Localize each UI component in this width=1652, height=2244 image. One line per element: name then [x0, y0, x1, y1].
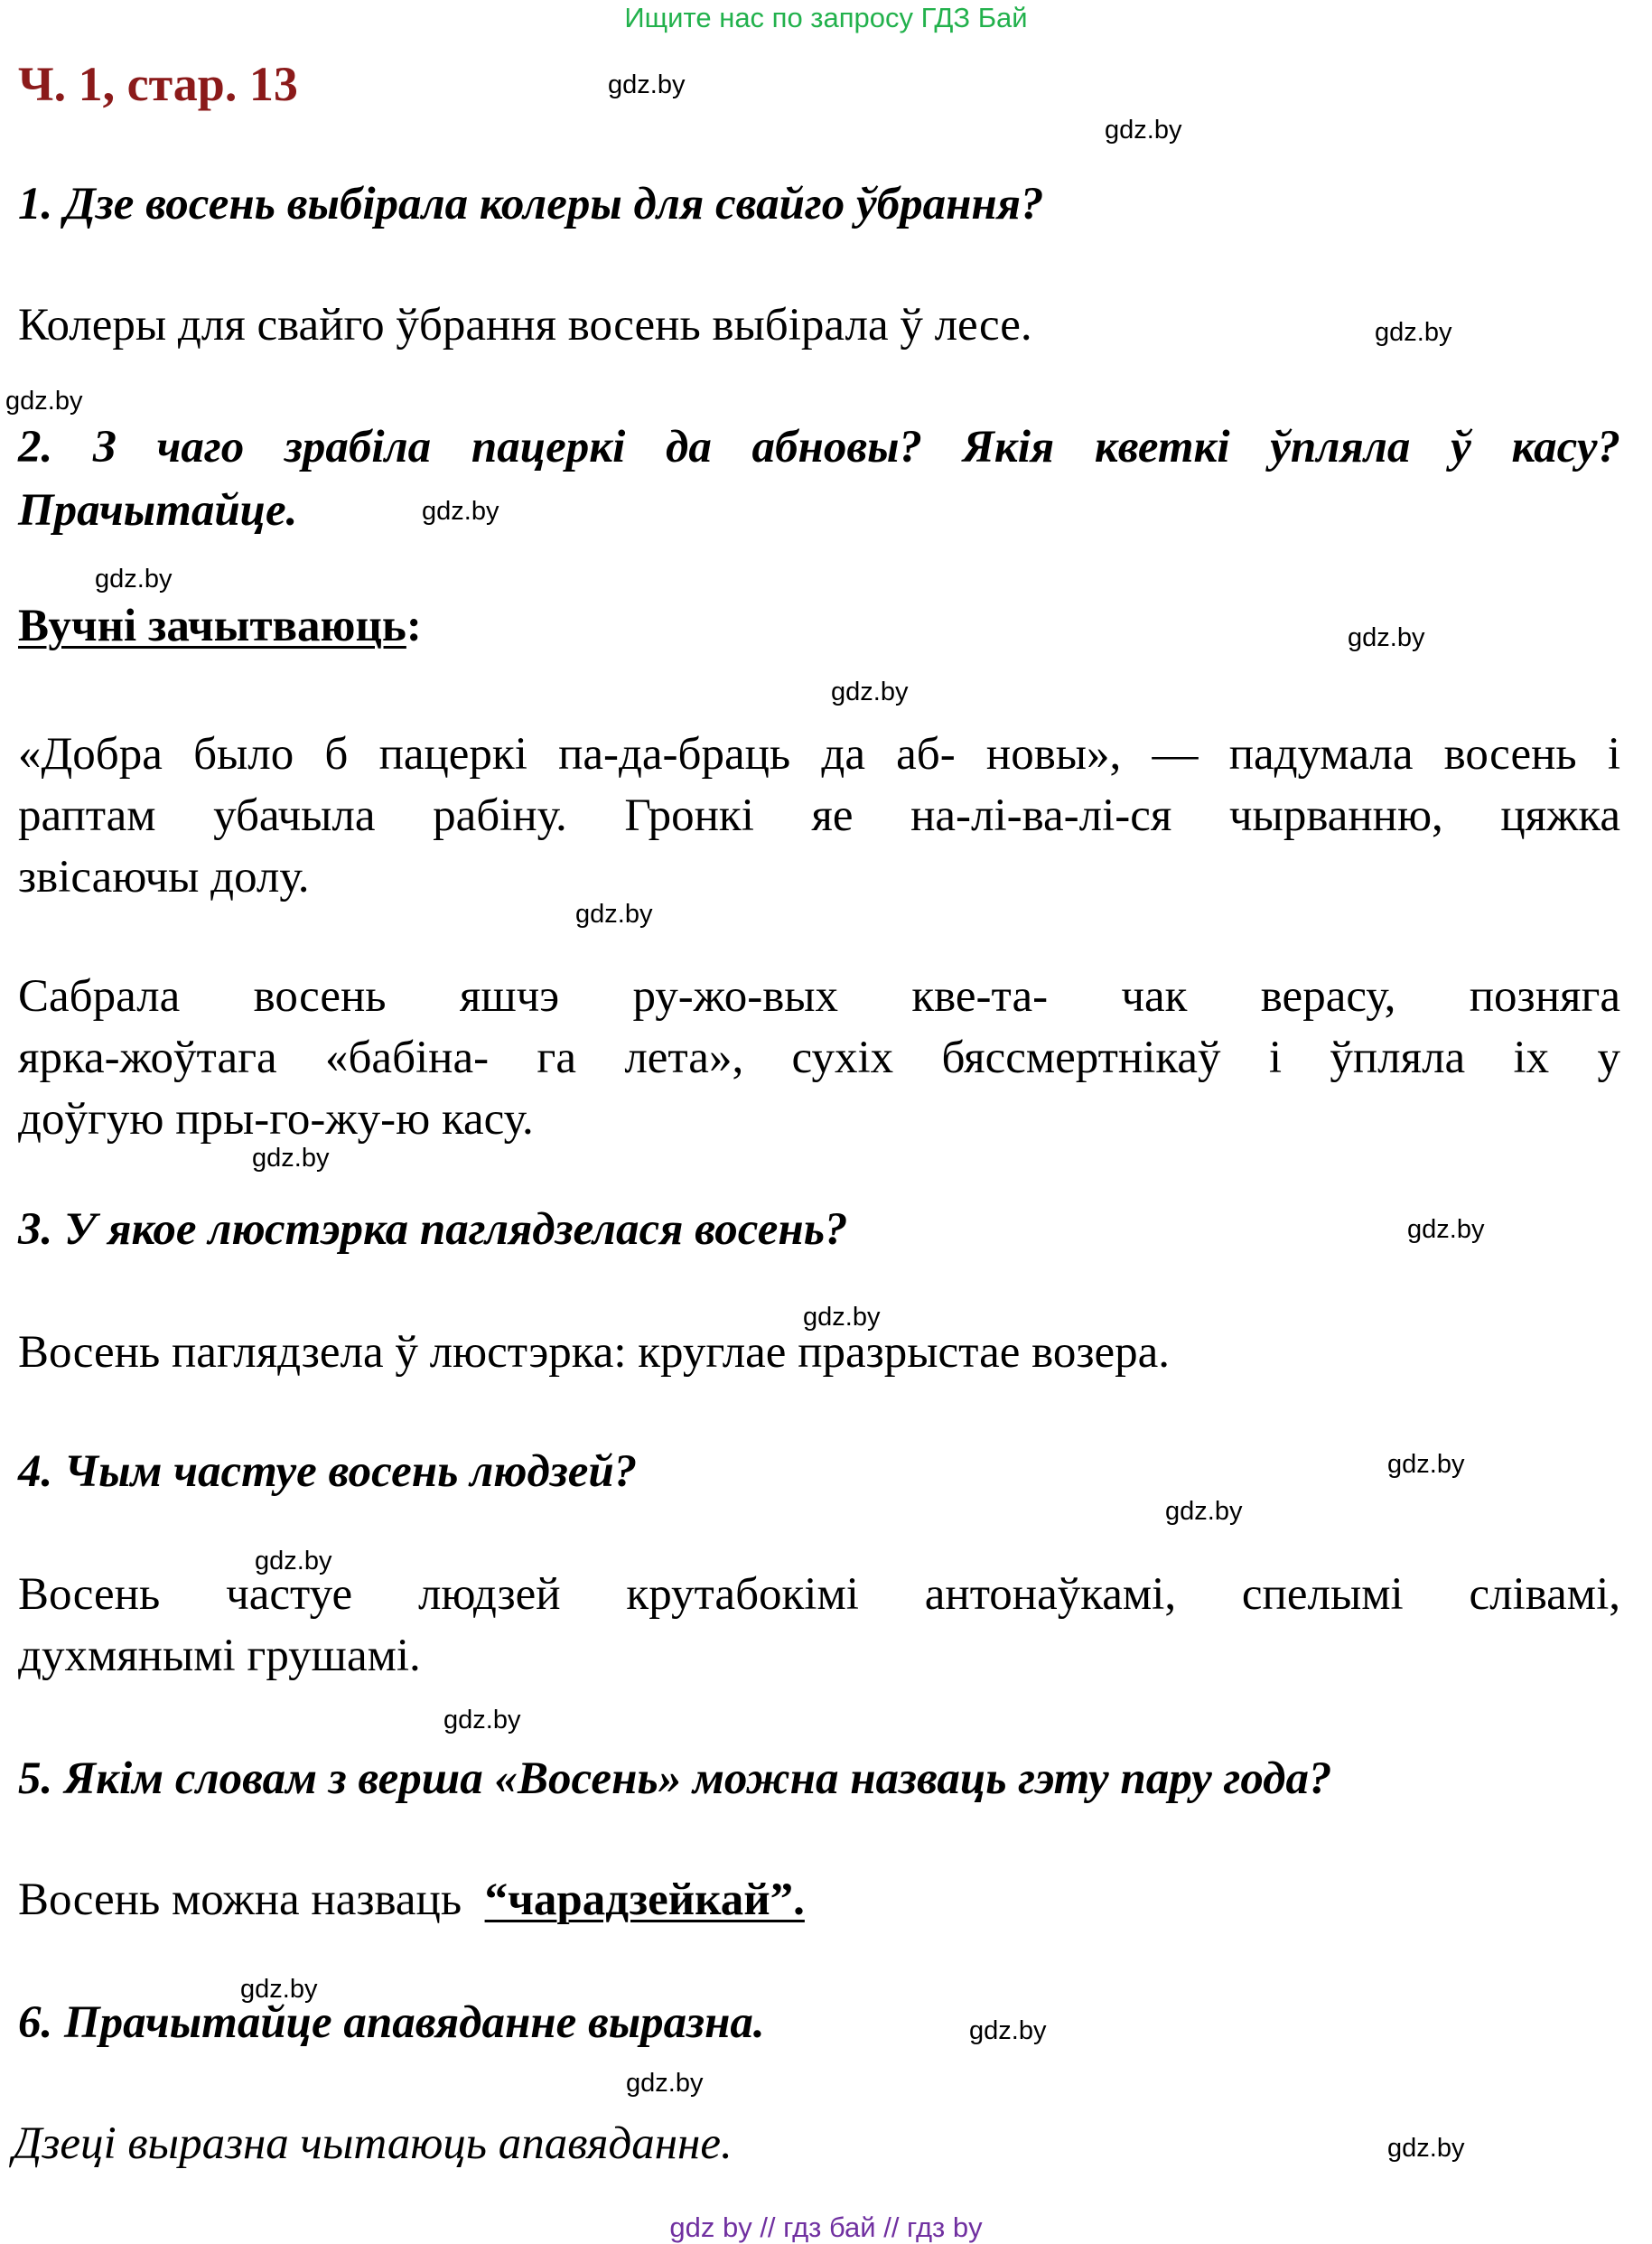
pupils-read-label: [18, 600, 422, 652]
watermark: gdz.by: [240, 1975, 318, 2004]
watermark: gdz.by: [1387, 1450, 1465, 1479]
answer-5: [18, 1868, 805, 1931]
watermark: gdz.by: [803, 1303, 881, 1332]
watermark: gdz.by: [5, 387, 83, 416]
watermark: gdz.by: [422, 497, 499, 526]
watermark: gdz.by: [1375, 318, 1452, 347]
watermark: gdz.by: [575, 900, 653, 929]
quote-1-line-1: «Добра было б пацеркі па-да-браць да аб- новы», — падумала восень і: [18, 729, 1620, 780]
watermark: gdz.by: [252, 1144, 330, 1173]
watermark: gdz.by: [1105, 116, 1182, 145]
quote-2-line-3: доўгую пры-го-жу-ю касу.: [18, 1094, 534, 1145]
answer-5-highlight: “чарадзейкай”.: [484, 1875, 805, 1925]
quote-2-line-1: Сабрала восень яшчэ ру-жо-вых кве-та- чак верасу, позняга: [18, 971, 1620, 1022]
page-title: Ч. 1, стар. 13: [18, 57, 298, 111]
search-banner: Ищите нас по запросу ГДЗ Бай: [624, 2, 1028, 33]
question-2-line-2: Прачытайце.: [18, 485, 298, 536]
pupils-read-colon: :: [406, 601, 422, 651]
answer-4-line-1: Восень частуе людзей крутабокімі антонаўкамі, спелымі слівамі,: [18, 1569, 1620, 1620]
watermark: gdz.by: [1407, 1215, 1485, 1244]
question-6: 6. Прачытайце апавяданне выразна.: [18, 1997, 765, 2048]
watermark: gdz.by: [608, 70, 686, 99]
answer-4-line-2: духмянымі грушамі.: [18, 1631, 421, 1681]
watermark: gdz.by: [443, 1706, 521, 1734]
answer-5-prefix: Восень можна назваць: [18, 1875, 462, 1925]
question-1: 1. Дзе восень выбірала колеры для свайго ўбрання?: [18, 179, 1044, 229]
watermark: gdz.by: [1387, 2134, 1465, 2163]
watermark: gdz.by: [969, 2016, 1047, 2045]
pupils-read-text: Вучні зачытваюць: [18, 601, 406, 651]
quote-1-line-2: раптам убачыла рабіну. Гронкі яе на-лі-ва-лі-ся чырванню, цяжка: [18, 790, 1620, 841]
watermark: gdz.by: [1165, 1497, 1243, 1526]
watermark: gdz.by: [95, 565, 173, 594]
quote-1-line-3: звісаючы долу.: [18, 852, 310, 902]
watermark: gdz.by: [831, 678, 909, 706]
answer-3: Восень паглядзела ў люстэрка: круглае празрыстае возера.: [18, 1327, 1170, 1378]
answer-1: Колеры для свайго ўбрання восень выбірала ў лесе.: [18, 300, 1032, 351]
watermark: gdz.by: [255, 1547, 332, 1575]
question-5: 5. Якім словам з верша «Восень» можна назваць гэту пару года?: [18, 1753, 1332, 1804]
question-3: 3. У якое люстэрка паглядзелася восень?: [18, 1204, 848, 1255]
question-2-line-1: 2. З чаго зрабіла пацеркі да абновы? Якія кветкі ўпляла ў касу?: [18, 422, 1620, 472]
quote-2-line-2: ярка-жоўтага «бабіна- га лета», сухіх бяссмертнікаў і ўпляла іх у: [18, 1033, 1620, 1083]
watermark: gdz.by: [626, 2069, 704, 2098]
watermark: gdz.by: [1348, 623, 1425, 652]
answer-6: Дзеці выразна чытаюць апавяданне.: [13, 2118, 733, 2169]
footer-links: gdz by // гдз бай // гдз by: [669, 2211, 983, 2243]
question-4: 4. Чым частуе восень людзей?: [18, 1446, 638, 1497]
